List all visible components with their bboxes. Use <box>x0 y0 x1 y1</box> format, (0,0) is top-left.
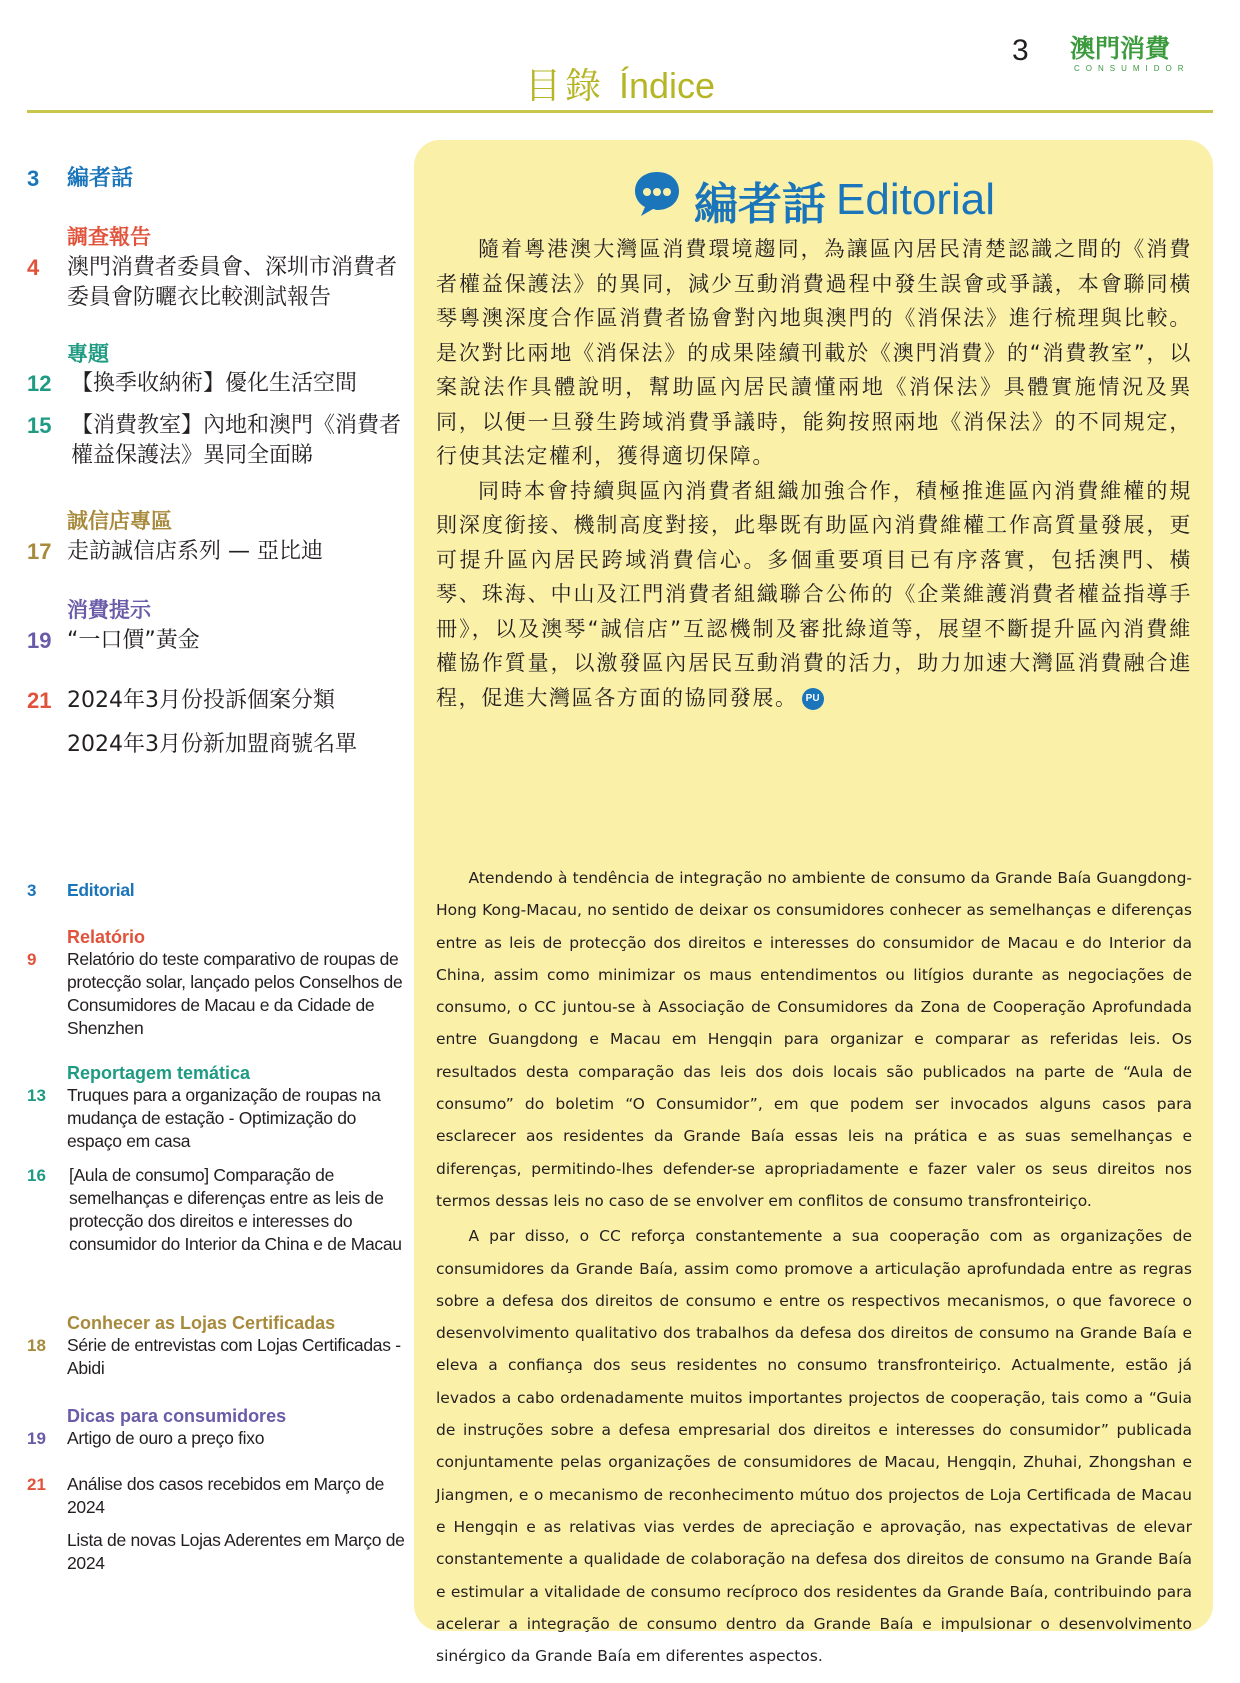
toc-title: 2024年3月份投訴個案分類 <box>67 688 335 713</box>
editorial-portuguese-text <box>436 862 1192 1675</box>
toc-title: Série de entrevistas com Lojas Certificadas - Abidi <box>67 1335 401 1378</box>
toc-title: 編者話 <box>67 166 134 191</box>
editorial-zh-paragraph-text: 同時本會持續與區內消費者組織加強合作，積極推進區內消費維權的規則深度銜接、機制高度對接，此舉既有助區內消費維權工作高質量發展，更可提升區內居民跨域消費信心。多個重要項目已有序落實，包括澳門、橫琴、珠海、中山及江門消費者組織聯合公佈的《企業維護消費者權益指導手冊》，以及澳琴“誠信店”互認機制及審批綠道等，展望不斷提升區內消費維權協作質量，以激發區內居民互動消費的活力，助力加速大灣區消費融合進程，促進大灣區各方面的協同發展。 <box>436 478 1192 710</box>
toc-page-number: 16 <box>27 1166 46 1185</box>
toc-title: 【換季收納術】優化生活空間 <box>71 371 358 396</box>
editorial-zh-paragraph: 隨着粵港澳大灣區消費環境趨同，為讓區內居民清楚認識之間的《消費者權益保護法》的異同，減少互動消費過程中發生誤會或爭議，本會聯同橫琴粵澳深度合作區消費者協會對內地與澳門的《消保法》進行梳理與比較。是次對比兩地《消保法》的成果陸續刊載於《澳門消費》的“消費教室”，以案說法作具體說明，幫助區內居民讀懂兩地《消保法》具體實施情況及異同，以便一旦發生跨域消費爭議時，能夠按照兩地《消保法》的不同規定，行使其法定權利，獲得適切保障。 <box>436 237 1192 468</box>
toc-title: 【消費教室】內地和澳門《消費者權益保護法》異同全面睇 <box>71 413 402 468</box>
editorial-pt-paragraph: Atendendo à tendência de integração no ambiente de consumo da Grande Baía Guangdong-Hong Kong-Macau, no sentido de deixar os consumidores conhecer as semelhanças e diferenças entre as leis de protecção dos direitos e interesses do consumidor de Macau e do Interior da China, assim como minimizar os maus entendimentos ou litígios durante as negociações de consumo, o CC juntou-se à Associação de Consumidores da Zona de Cooperação Aprofundada entre Guangdong e Macau em Hengqin para organizar e comparar as referidas leis. Os resultados desta comparação das leis dos dois locais são publicados na parte de “Aula de consumo” do boletim “O Consumidor”, em que podem ser invocados alguns casos para esclarecer aos residentes da Grande Baía essas leis na prática e as suas semelhanças e diferenças, permitindo-lhes defender-se apropriadamente e fazer valer os seus direitos nos termos dessas leis no caso de se envolver em conflitos de consumo transfronteiriço. <box>436 869 1192 1210</box>
toc-category: Relatório <box>67 927 146 947</box>
toc-title: Relatório do teste comparativo de roupas de protecção solar, lançado pelos Conselhos de Consumidores de Macau e da Cidade de Shenzhen <box>67 949 403 1038</box>
editorial-zh-paragraph-2 <box>436 474 1192 716</box>
toc-title: Artigo de ouro a preço fixo <box>67 1428 265 1448</box>
editorial-panel <box>414 140 1213 1666</box>
toc-page-number: 13 <box>27 1086 46 1105</box>
toc-title: [Aula de consumo] Comparação de semelhanças e diferenças entre as leis de protecção dos direitos e interesses do consumidor do Interior da China e de Macau <box>69 1165 402 1254</box>
page-title-chinese: 目錄 <box>524 66 605 107</box>
toc-title: Truques para a organização de roupas na mudança de estação - Optimização do espaço em casa <box>67 1085 381 1151</box>
toc-page-number: 21 <box>27 688 52 713</box>
toc-title: 2024年3月份新加盟商號名單 <box>67 732 357 757</box>
editorial-title-english: Editorial <box>836 175 995 224</box>
toc-title: 澳門消費者委員會、深圳市消費者委員會防曬衣比較測試報告 <box>67 255 398 310</box>
toc-page-number: 19 <box>27 1429 46 1448</box>
toc-page-number: 12 <box>27 371 52 396</box>
logo-latin: CONSUMIDOR <box>1074 64 1190 73</box>
logo-chinese: 澳門消費 <box>1070 34 1171 63</box>
toc-page-number: 9 <box>27 950 37 969</box>
pu-badge-icon: PU <box>802 688 824 710</box>
speech-bubble-icon <box>632 169 682 219</box>
editorial-heading <box>414 168 1213 232</box>
toc-category: Dicas para consumidores <box>67 1406 287 1426</box>
toc-title: “一口價”黃金 <box>67 628 200 653</box>
editorial-pt-paragraph: A par disso, o CC reforça constantemente a sua cooperação com as organizações de consumidores da Grande Baía, assim como promove a articulação aprofundada entre as regras sobre a defesa dos direitos de consumo e entre os respectivos mecanismos, o que favorece o desenvolvimento qualitativo dos trabalhos da defesa dos direitos de consumo na Grande Baía e eleva a confiança dos seus residentes no consumo transfronteiriço. Actualmente, estão já levados a cabo ordenadamente muitos importantes projectos de cooperação, tais como a “Guia de instruções sobre a defesa empresarial dos direitos e interesses do consumidor” publicada conjuntamente pelas organizações de consumidores de Macau, Hengqin, Zhuhai, Zhongshan e Jiangmen, e o mecanismo de reconhecimento mútuo dos projectos de Loja Certificada de Macau e Hengqin e as relativas vias verdes de apreciação e aprovação, nas expectativas de elevar constantemente a qualidade de colaboração na defesa dos direitos de consumo na Grande Baía e estimular a vitalidade de consumo recíproco dos residentes da Grande Baía, contribuindo para acelerar a integração de consumo dentro da Grande Baía e impulsionar o desenvolvimento sinérgico da Grande Baía em diferentes aspectos. <box>436 1227 1192 1666</box>
header-divider <box>27 110 1213 113</box>
page-title-portuguese: Índice <box>618 65 716 106</box>
toc-category: 調查報告 <box>67 225 151 249</box>
toc-page-number: 17 <box>27 539 52 564</box>
toc-title: Análise dos casos recebidos em Março de 2024 <box>67 1474 385 1517</box>
toc-page-number: 18 <box>27 1336 46 1355</box>
toc-page-number: 19 <box>27 628 52 653</box>
editorial-chinese-text <box>436 232 1192 715</box>
toc-category: Reportagem temática <box>67 1063 251 1083</box>
toc-page-number: 15 <box>27 413 52 438</box>
editorial-title-chinese: 編者話 <box>694 179 827 230</box>
toc-page-number: 21 <box>27 1475 46 1494</box>
toc-category: 誠信店專區 <box>67 509 172 533</box>
page-title <box>0 58 1240 109</box>
toc-page-number: 4 <box>27 255 40 280</box>
page-number: 3 <box>1012 34 1029 67</box>
toc-page-number: 3 <box>27 166 40 191</box>
toc-title: Editorial <box>67 880 135 900</box>
toc-category: 專題 <box>67 342 109 366</box>
toc-title: Lista de novas Lojas Aderentes em Março de 2024 <box>67 1530 405 1573</box>
toc-category: 消費提示 <box>67 598 151 622</box>
toc-category: Conhecer as Lojas Certificadas <box>67 1313 336 1333</box>
toc-title: 走訪誠信店系列 — 亞比迪 <box>67 539 323 564</box>
toc-page-number: 3 <box>27 881 37 900</box>
